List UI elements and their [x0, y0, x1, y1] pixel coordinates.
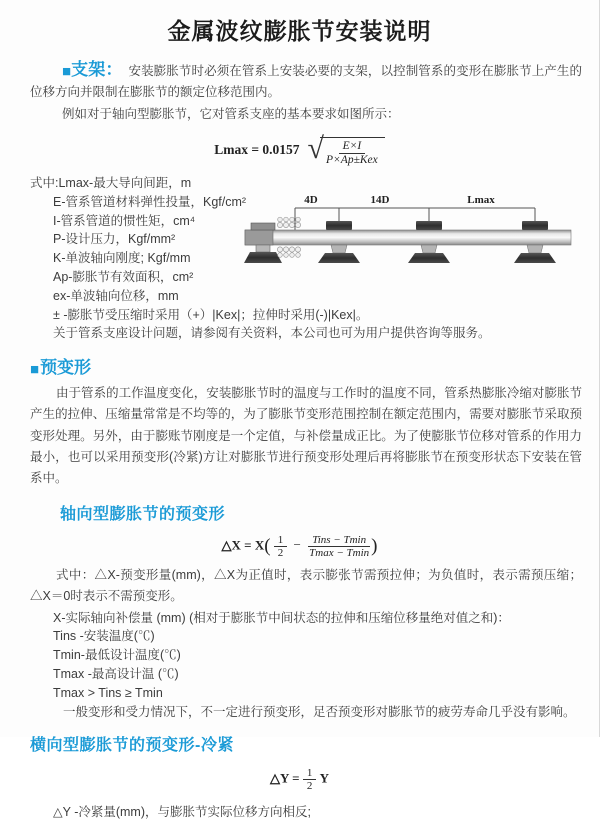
page-title: 金属波纹膨胀节安装说明 [167, 18, 432, 44]
formula-lhs: △X = X [221, 537, 265, 553]
definition-item: E-管系管道材料弹性投量，Kgf/cm² [53, 194, 247, 209]
definition-item: Tmin-最低设计温度(℃) [53, 648, 181, 663]
formula-lhs: △Y = [270, 770, 300, 786]
sqrt-denominator: P×Ap±Kex [326, 154, 378, 166]
definition-item: Tmax -最高设计温 (℃) [53, 667, 179, 682]
predeform-paragraph: 由于管系的工作温度变化，安装膨胀节时的温度与工作时的温度不同，管系热膨胀冷缩对膨胀节产生的拉伸、压缩量常常是不均等的，为了膨胀节变形范围控制在额定范围内，需要对膨胀节采取预变形处理。另外，由于膨账节刚度是一个定值，与补偿量成正比。为了使膨胀节位移对管系的作用力最小，也可以采用预变形(冷紧)方让对膨胀节进行预变形处理后再将膨胀节在预变形状态下安装在管系中。 [30, 386, 582, 486]
definition-item: Ap-膨胀节有效面积，cm² [53, 269, 194, 284]
definition-item: K-单波轴向刚度; Kgf/mm [53, 251, 191, 266]
predeform-section-heading [30, 353, 599, 378]
definition-item: ± -膨胀节受压缩时采用（+）|Kex|；拉伸时采用(-)|Kex|。 [53, 307, 369, 322]
support-intro-text: 安装膨胀节时必须在管系上安装必要的支架，以控制管系的变形在膨胀节上产生的位移方向并限制在膨胀节的额定位移范围内。 [30, 64, 583, 99]
definition-item: Tmax > Tins ≥ Tmin [53, 685, 163, 700]
sqrt-expression [308, 134, 385, 167]
axial-predeform-formula [0, 534, 599, 559]
definition-item: P-设计压力，Kgf/mm² [53, 232, 176, 247]
pipe-support-diagram [243, 192, 583, 288]
lmax-formula [0, 134, 599, 167]
close-paren: ) [371, 535, 378, 557]
definition-item: X-实际轴向补偿量 (mm) (相对于膨胀节中间状态的拉伸和压缩位移量绝对值之和)： [53, 610, 510, 625]
dim-label-14d: 14D [370, 194, 390, 206]
lateral-note: △Y -冷紧量(mm)，与膨胀节实际位移方向相反; [53, 805, 311, 820]
half-numerator: 1 [303, 767, 317, 780]
definition-item: Tins -安装温度(℃) [53, 629, 155, 644]
temp-numerator: Tins − Tmin [308, 534, 370, 547]
lateral-subsection-heading: 横向型膨胀节的预变形-冷紧 [30, 737, 234, 755]
formula-rhs: Y [319, 770, 329, 786]
definition-item: 一般变形和受力情况下，不一定进行预变形，足否预变形对膨胀节的疲劳寿命几乎没有影响。 [63, 704, 576, 719]
definition-item: ex-单波轴向位移，mm [53, 288, 179, 303]
support-example-line: 例如对于轴向型膨胀节，它对管系支座的基本要求如图所示： [62, 107, 400, 121]
dim-label-lmax: Lmax [467, 194, 495, 206]
lateral-predeform-formula [0, 767, 599, 792]
open-paren: ( [264, 535, 271, 557]
predeform-heading-text: 预变形 [40, 358, 92, 378]
dim-label-4d: 4D [304, 194, 318, 206]
axial-subsection-heading: 轴向型膨胀节的预变形 [60, 505, 226, 523]
axial-formula-explanation: 式中：△X-预变形量(mm)，△X为正值时，表示膨张节需预拉伸；为负值时，表示需预压缩；△X＝0时表示不需预变形。 [30, 567, 582, 603]
support-intro-paragraph [0, 59, 599, 103]
definition-item: I-管系管道的惯性矩，cm⁴ [53, 213, 196, 228]
blue-square-icon: ■ [62, 63, 72, 80]
sqrt-numerator: E×I [339, 140, 366, 154]
pipe [245, 230, 571, 245]
support-section-heading: 支架： [71, 60, 123, 79]
definition-item: 关于管系支座设计问题，请参阅有关资料，本公司也可为用户提供咨询等服务。 [53, 326, 491, 341]
blue-square-icon: ■ [30, 361, 40, 379]
definition-item: 式中:Lmax-最大导向间距，m [30, 176, 192, 190]
half-denominator: 2 [277, 546, 284, 559]
minus-sign: − [293, 537, 301, 553]
half-denominator: 2 [306, 780, 313, 793]
half-numerator: 1 [274, 534, 288, 547]
temp-denominator: Tmax − Tmin [309, 546, 370, 559]
sqrt-radical-icon: √ [307, 132, 325, 165]
axial-definition-list [0, 609, 599, 722]
formula-lhs: Lmax = 0.0157 [214, 142, 300, 158]
